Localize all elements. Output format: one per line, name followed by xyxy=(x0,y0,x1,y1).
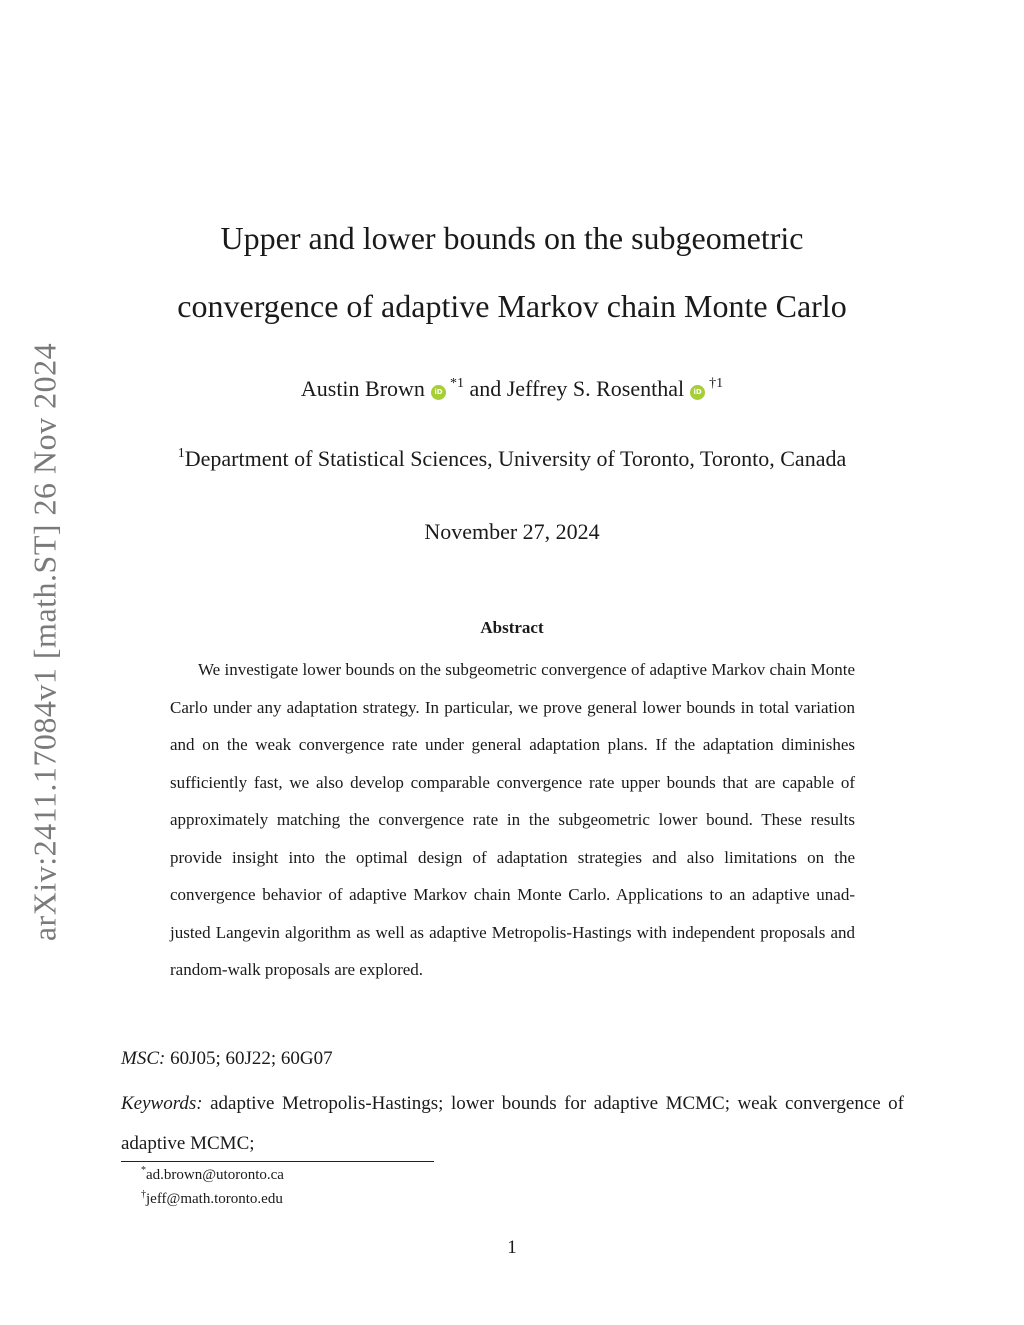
paper-title xyxy=(112,204,912,340)
footnote-divider xyxy=(121,1161,434,1162)
author-list xyxy=(112,374,912,404)
affiliation-mark: 1 xyxy=(177,446,185,461)
footnote-text[interactable]: ad.brown@utoronto.ca xyxy=(146,1167,284,1183)
footnote-mark: † xyxy=(141,1189,146,1200)
paper-title-line-2: convergence of adaptive Markov chain Monte Carlo xyxy=(177,288,847,324)
msc-value: 60J05; 60J22; 60G07 xyxy=(170,1048,333,1069)
affiliation-text: Department of Statistical Sciences, University of Toronto, Toronto, Canada xyxy=(184,446,847,471)
footnote-text[interactable]: jeff@math.toronto.edu xyxy=(146,1191,283,1207)
footnote-email-2 xyxy=(141,1189,283,1209)
abstract-body: We investigate lower bounds on the subgeometric convergence of adaptive Markov chain Monte Carlo under any adaptation strategy. In particular, we prove general lower bounds in total variation and on the weak convergence rate under general adaptation plans. If the adaptation diminishes sufficiently fast, we also develop comparable convergence rate upper bounds that are capable of approximately matching the convergence rate in the subgeometric lower bound. These results provide insight into the optimal design of adaptation strategies and also limitations on the convergence behavior of adaptive Markov chain Monte Carlo. Applications to an adaptive unadjusted Langevin algorithm as well as adaptive Metropolis-Hastings with independent proposals and random-walk proposals are explored. xyxy=(170,660,855,979)
page-number: 1 xyxy=(507,1237,517,1258)
msc-label: MSC: xyxy=(121,1048,166,1069)
orcid-icon[interactable]: iD xyxy=(690,385,705,400)
msc-classification xyxy=(121,1044,904,1074)
footnote-mark: * xyxy=(141,1165,146,1176)
affiliation xyxy=(112,444,912,474)
paper-title-line-1: Upper and lower bounds on the subgeometric xyxy=(220,220,804,256)
abstract-heading: Abstract xyxy=(480,618,544,637)
keywords-value: adaptive Metropolis-Hastings; lower bounds for adaptive MCMC; weak convergence of adaptive MCMC; xyxy=(121,1093,905,1154)
author-2-marks: †1 xyxy=(709,376,724,391)
author-1-marks: *1 xyxy=(449,376,464,391)
footnote-email-1 xyxy=(141,1165,284,1185)
orcid-icon[interactable]: iD xyxy=(431,385,446,400)
arxiv-identifier-stamp: arXiv:2411.17084v1 [math.ST] 26 Nov 2024 xyxy=(26,342,63,942)
keywords-label: Keywords: xyxy=(121,1093,203,1114)
publication-date: November 27, 2024 xyxy=(424,519,600,544)
author-connector: and xyxy=(469,376,502,401)
author-name-1: Austin Brown xyxy=(300,376,425,401)
author-name-2: Jeffrey S. Rosenthal xyxy=(506,376,685,401)
keywords xyxy=(121,1084,904,1164)
